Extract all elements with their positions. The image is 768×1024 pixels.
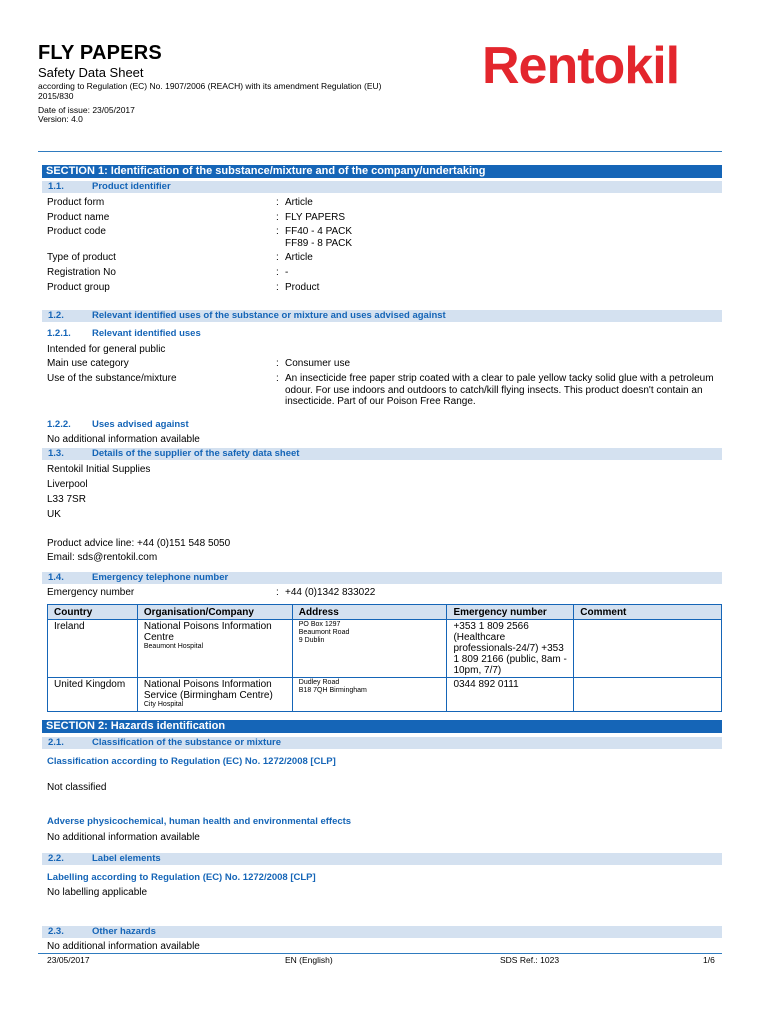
product-form-label: Product form bbox=[47, 197, 105, 208]
organisation-name: National Poisons Information Service (Birmingham Centre) bbox=[143, 679, 273, 701]
subsection-number: 1.2.1. bbox=[47, 328, 71, 339]
address-line: Dudley Road bbox=[298, 679, 340, 686]
cell-emergency-number: 0344 892 0111 bbox=[447, 678, 574, 712]
cell-country: Ireland bbox=[48, 620, 138, 678]
supplier-line: Rentokil Initial Supplies bbox=[47, 464, 151, 475]
subsection-number: 1.4. bbox=[48, 572, 64, 583]
header-divider bbox=[38, 151, 722, 152]
cell-organisation bbox=[137, 678, 292, 712]
subsection-title: Relevant identified uses of the substance or mixture and uses advised against bbox=[92, 310, 446, 321]
organisation-sub: City Hospital bbox=[143, 701, 184, 708]
colon: : bbox=[276, 197, 279, 208]
colon: : bbox=[276, 358, 279, 369]
subsection-title: Emergency telephone number bbox=[92, 572, 229, 583]
subsection-number: 2.2. bbox=[48, 853, 64, 864]
subsection-number: 1.3. bbox=[48, 448, 64, 459]
colon: : bbox=[276, 282, 279, 293]
subsection-1-1 bbox=[42, 181, 722, 193]
subsection-title: Label elements bbox=[92, 853, 161, 864]
address-line: PO Box 1297 bbox=[298, 621, 341, 628]
product-form-value: Article bbox=[285, 197, 313, 208]
subsection-title: Classification of the substance or mixture bbox=[92, 737, 281, 748]
subsection-title: Uses advised against bbox=[92, 419, 189, 430]
adverse-effects-heading: Adverse physicochemical, human health and environmental effects bbox=[47, 816, 352, 827]
subsection-title: Other hazards bbox=[92, 926, 156, 937]
labelling-text: No labelling applicable bbox=[47, 887, 148, 898]
footer-date: 23/05/2017 bbox=[47, 955, 90, 965]
cell-comment bbox=[574, 620, 722, 678]
product-code-label: Product code bbox=[47, 226, 106, 237]
version: Version: 4.0 bbox=[38, 114, 83, 124]
colon: : bbox=[276, 226, 279, 237]
main-use-label: Main use category bbox=[47, 358, 129, 369]
colon: : bbox=[276, 212, 279, 223]
cell-emergency-number: +353 1 809 2566 (Healthcare professionals-24/7) +353 1 809 2166 (public, 8am - 10pm, 7/7) bbox=[447, 620, 574, 678]
footer-language: EN (English) bbox=[285, 955, 333, 965]
product-code-value-2: FF89 - 8 PACK bbox=[285, 238, 353, 249]
type-of-product-value: Article bbox=[285, 252, 313, 263]
supplier-line: UK bbox=[47, 509, 61, 520]
emergency-contacts-table bbox=[47, 604, 722, 712]
column-header-organisation: Organisation/Company bbox=[137, 605, 292, 620]
intended-use: Intended for general public bbox=[47, 344, 166, 355]
address-line: B18 7QH Birmingham bbox=[298, 687, 367, 694]
cell-country: United Kingdom bbox=[48, 678, 138, 712]
column-header-emergency-number: Emergency number bbox=[447, 605, 574, 620]
clp-classification-heading: Classification according to Regulation (EC) No. 1272/2008 [CLP] bbox=[47, 756, 336, 767]
subsection-2-3 bbox=[42, 926, 722, 938]
colon: : bbox=[276, 587, 279, 598]
table-header-row bbox=[48, 605, 722, 620]
use-of-substance-value: An insecticide free paper strip coated with a clear to pale yellow tacky solid glue with a petroleum odour. For use indoors and outdoors to catch/kill flying insects. This product doesn't contain an insecticide. Part of our Poison Free Range. bbox=[285, 373, 714, 407]
subsection-1-3 bbox=[42, 448, 722, 460]
main-use-value: Consumer use bbox=[285, 358, 351, 369]
product-group-value: Product bbox=[285, 282, 320, 293]
footer-page-number: 1/6 bbox=[703, 955, 715, 965]
subsection-1-2 bbox=[42, 310, 722, 322]
supplier-email[interactable]: Email: sds@rentokil.com bbox=[47, 552, 158, 563]
footer-divider bbox=[38, 953, 722, 954]
subsection-2-2 bbox=[42, 853, 722, 865]
cell-comment bbox=[574, 678, 722, 712]
product-name-label: Product name bbox=[47, 212, 110, 223]
uses-advised-against-text: No additional information available bbox=[47, 434, 200, 445]
section2-header: SECTION 2: Hazards identification bbox=[42, 720, 722, 733]
subsection-title: Relevant identified uses bbox=[92, 328, 201, 339]
emergency-number-value: +44 (0)1342 833022 bbox=[285, 587, 376, 598]
cell-address bbox=[292, 620, 447, 678]
product-name-value: FLY PAPERS bbox=[285, 212, 346, 223]
subsection-2-1 bbox=[42, 737, 722, 749]
use-of-substance-label: Use of the substance/mixture bbox=[47, 373, 177, 384]
subsection-title: Details of the supplier of the safety data sheet bbox=[92, 448, 300, 459]
colon: : bbox=[276, 373, 279, 384]
supplier-line: L33 7SR bbox=[47, 494, 86, 505]
organisation-sub: Beaumont Hospital bbox=[143, 643, 204, 650]
adverse-effects-text: No additional information available bbox=[47, 832, 200, 843]
product-code-value: FF40 - 4 PACK bbox=[285, 226, 353, 237]
product-group-label: Product group bbox=[47, 282, 110, 293]
subsection-number: 1.2.2. bbox=[47, 419, 71, 430]
subsection-1-4 bbox=[42, 572, 722, 584]
regulation-reference: according to Regulation (EC) No. 1907/2006 (REACH) with its amendment Regulation (EU) 2015/830 bbox=[38, 81, 382, 101]
supplier-line: Liverpool bbox=[47, 479, 88, 490]
subsection-number: 1.1. bbox=[48, 181, 64, 192]
type-of-product-label: Type of product bbox=[47, 252, 116, 263]
clp-labelling-heading: Labelling according to Regulation (EC) No. 1272/2008 [CLP] bbox=[47, 872, 316, 883]
document-title: FLY PAPERS bbox=[38, 42, 162, 64]
address-line: 9 Dublin bbox=[298, 637, 325, 644]
section1-header: SECTION 1: Identification of the substance/mixture and of the company/undertaking bbox=[42, 165, 722, 178]
registration-no-value: - bbox=[285, 267, 289, 278]
colon: : bbox=[276, 267, 279, 278]
subsection-number: 1.2. bbox=[48, 310, 64, 321]
issue-date: Date of issue: 23/05/2017 bbox=[38, 105, 135, 115]
subsection-number: 2.1. bbox=[48, 737, 64, 748]
registration-no-label: Registration No bbox=[47, 267, 116, 278]
subsection-title: Product identifier bbox=[92, 181, 171, 192]
product-advice-line: Product advice line: +44 (0)151 548 5050 bbox=[47, 538, 231, 549]
column-header-comment: Comment bbox=[574, 605, 722, 620]
rentokil-logo: Rentokil bbox=[482, 37, 680, 95]
other-hazards-text: No additional information available bbox=[47, 941, 200, 952]
colon: : bbox=[276, 252, 279, 263]
organisation-name: National Poisons Information Centre bbox=[143, 621, 272, 643]
emergency-number-label: Emergency number bbox=[47, 587, 135, 598]
table-row bbox=[48, 620, 722, 678]
not-classified-text: Not classified bbox=[47, 782, 107, 793]
cell-organisation bbox=[137, 620, 292, 678]
column-header-country: Country bbox=[48, 605, 138, 620]
column-header-address: Address bbox=[292, 605, 447, 620]
document-subtitle: Safety Data Sheet bbox=[38, 65, 144, 80]
footer-sds-ref: SDS Ref.: 1023 bbox=[500, 955, 560, 965]
address-line: Beaumont Road bbox=[298, 629, 350, 636]
table-row bbox=[48, 678, 722, 712]
subsection-number: 2.3. bbox=[48, 926, 64, 937]
cell-address bbox=[292, 678, 447, 712]
